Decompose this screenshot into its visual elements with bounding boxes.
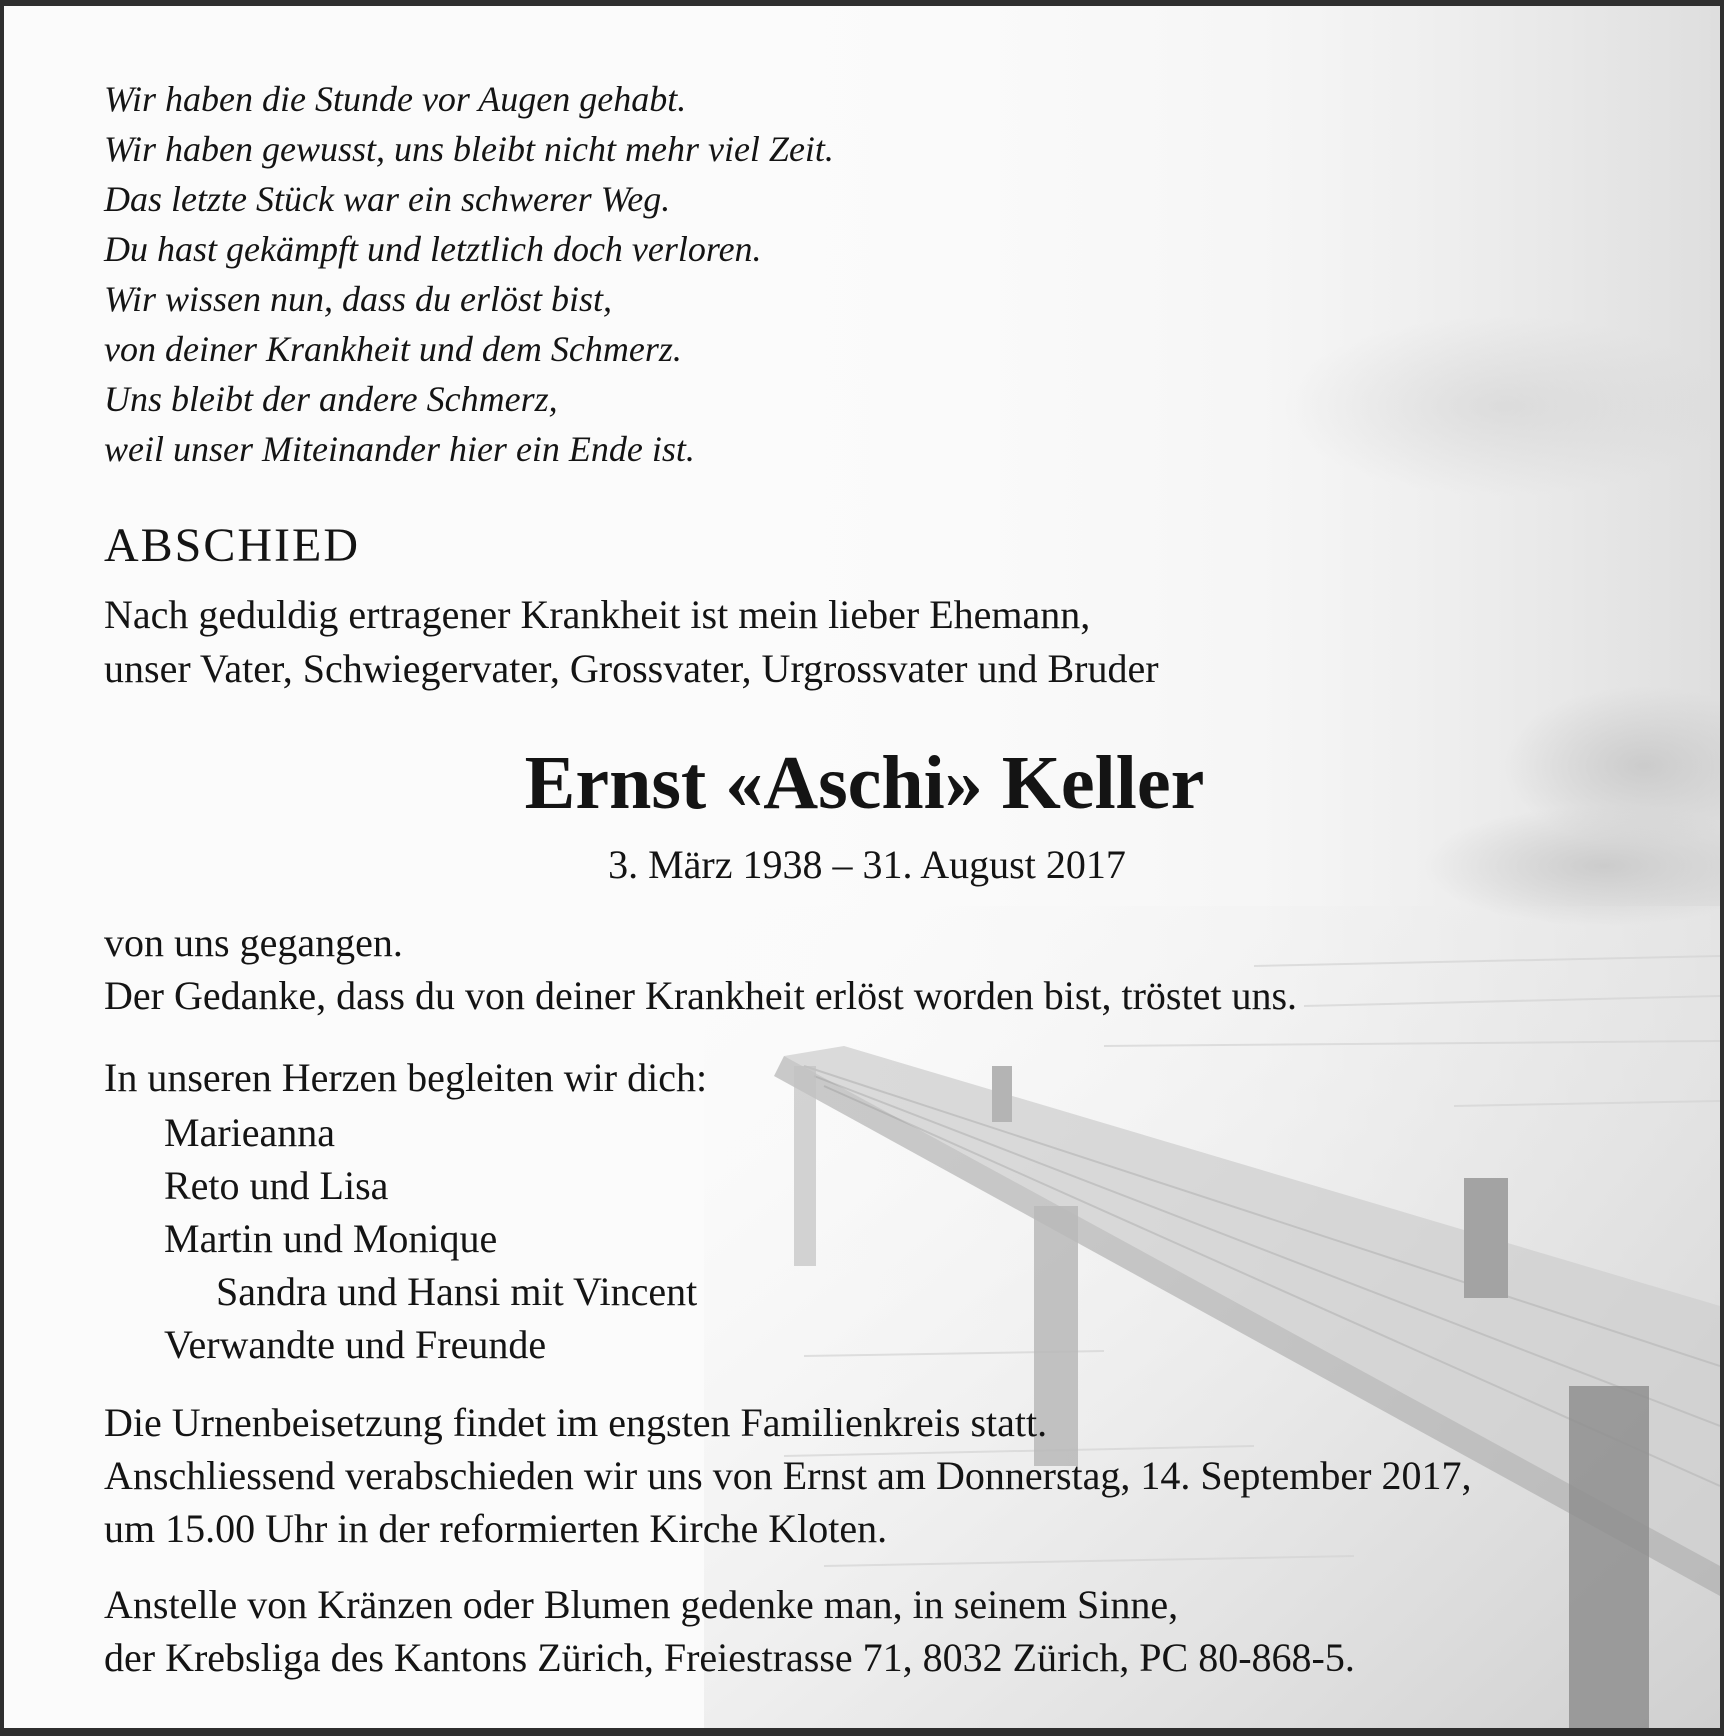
poem-line: von deiner Krankheit und dem Schmerz. <box>104 329 682 369</box>
poem-line: Das letzte Stück war ein schwerer Weg. <box>104 179 671 219</box>
poem-line: Uns bleibt der andere Schmerz, <box>104 379 558 419</box>
closing-line: von uns gegangen. <box>104 920 403 965</box>
mourner-name: Sandra und Hansi mit Vincent <box>216 1269 698 1314</box>
mourners-lead: In unseren Herzen begleiten wir dich: <box>104 1055 708 1100</box>
intro-text <box>104 588 1159 696</box>
service-info <box>104 1396 1471 1555</box>
poem-line: Wir haben gewusst, uns bleibt nicht mehr viel Zeit. <box>104 129 834 169</box>
heading: ABSCHIED <box>104 519 361 572</box>
deceased-name: Ernst «Aschi» Keller <box>524 741 1205 825</box>
service-line: Die Urnenbeisetzung findet im engsten Familienkreis statt. <box>104 1400 1048 1445</box>
poem-line: Wir wissen nun, dass du erlöst bist, <box>104 279 613 319</box>
service-line: um 15.00 Uhr in der reformierten Kirche Kloten. <box>104 1506 888 1551</box>
mourner-name: Reto und Lisa <box>164 1163 389 1208</box>
service-line: Anschliessend verabschieden wir uns von Ernst am Donnerstag, 14. September 2017, <box>104 1453 1472 1498</box>
poem <box>104 74 834 474</box>
poem-line: Du hast gekämpft und letztlich doch verloren. <box>104 229 762 269</box>
donation-line: Anstelle von Kränzen oder Blumen gedenke man, in seinem Sinne, <box>104 1582 1179 1627</box>
closing-text <box>104 916 1297 1022</box>
mourner-name: Marieanna <box>164 1110 336 1155</box>
obituary-content <box>4 6 1720 1728</box>
obituary-page <box>4 6 1720 1728</box>
closing-line: Der Gedanke, dass du von deiner Krankheit erlöst worden bist, tröstet uns. <box>104 973 1298 1018</box>
mourner-name: Verwandte und Freunde <box>164 1322 547 1367</box>
donation-line: der Krebsliga des Kantons Zürich, Freiestrasse 71, 8032 Zürich, PC 80-868-5. <box>104 1635 1355 1680</box>
intro-line: unser Vater, Schwiegervater, Grossvater, Urgrossvater und Bruder <box>104 646 1159 691</box>
donation-info <box>104 1578 1355 1684</box>
intro-line: Nach geduldig ertragener Krankheit ist mein lieber Ehemann, <box>104 592 1091 637</box>
mourners-list <box>164 1106 697 1371</box>
mourner-name: Martin und Monique <box>164 1216 498 1261</box>
life-dates: 3. März 1938 – 31. August 2017 <box>608 842 1126 887</box>
poem-line: Wir haben die Stunde vor Augen gehabt. <box>104 79 687 119</box>
poem-line: weil unser Miteinander hier ein Ende ist. <box>104 429 695 469</box>
